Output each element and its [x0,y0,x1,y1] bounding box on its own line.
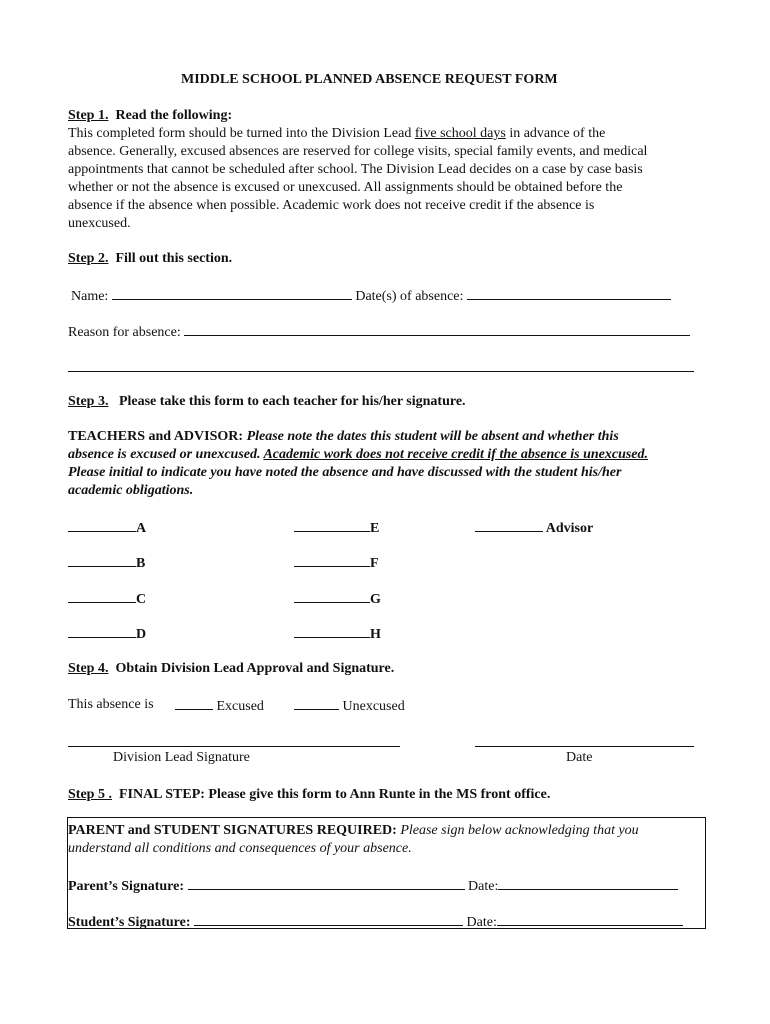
step4-heading: Obtain Division Lead Approval and Signature. [115,661,395,676]
step1-header [68,107,232,125]
step2-label: Step 2. [68,251,109,266]
teacher-f-initial[interactable]: F [294,553,379,573]
student-date-field[interactable] [497,912,683,926]
teacher-d-initial[interactable]: D [68,624,146,644]
reason-row [68,322,690,342]
teacher-a-initial[interactable]: A [68,518,146,538]
teachers-text: academic obligations. [68,483,194,498]
step4-label: Step 4. [68,661,109,676]
step1-heading: Read the following: [115,108,233,123]
form-title: MIDDLE SCHOOL PLANNED ABSENCE REQUEST FORM [181,72,558,87]
five-school-days: five school days [414,126,506,141]
student-date-label: Date: [466,915,497,930]
signatures-required-label: PARENT and STUDENT SIGNATURES REQUIRED: [68,823,397,838]
step5-heading: FINAL STEP: Please give this form to Ann Runte in the MS front office. [118,787,551,802]
excused-option[interactable]: Excused [175,696,264,716]
advisor-initial[interactable]: Advisor [475,518,593,538]
absence-is-label: This absence is [68,697,154,712]
step5-header [68,786,550,804]
step1-line: appointments that cannot be scheduled after school. The Division Lead decides on a case by case basis [68,162,643,177]
parent-signature-row [68,876,678,896]
student-signature-label: Student’s Signature: [68,915,191,930]
name-label: Name: [71,289,109,304]
parent-signature-field[interactable] [188,876,465,890]
division-lead-date-label: Date [566,750,593,765]
parent-date-field[interactable] [498,876,678,890]
parent-box-header [68,822,639,840]
step1-label: Step 1. [68,108,109,123]
dates-label: Date(s) of absence: [355,289,464,304]
unexcused-option[interactable]: Unexcused [294,696,405,716]
step1-line: whether or not the absence is excused or unexcused. All assignments should be obtained before the [68,180,623,195]
parent-date-label: Date: [468,879,499,894]
student-signature-row [68,912,683,932]
step3-heading: Please take this form to each teacher for his/her signature. [118,394,466,409]
step5-label: Step 5 . [68,787,112,802]
name-row [71,286,671,306]
teacher-b-initial[interactable]: B [68,553,145,573]
teacher-e-initial[interactable]: E [294,518,379,538]
reason-field-line2[interactable] [68,371,694,372]
teachers-text: Please note the dates this student will be absent and whether this [243,429,619,444]
reason-label: Reason for absence: [68,325,181,340]
teachers-advisor-label: TEACHERS and ADVISOR: [68,429,244,444]
reason-field[interactable] [184,322,690,336]
teacher-h-initial[interactable]: H [294,624,381,644]
teacher-c-initial[interactable]: C [68,589,146,609]
parent-box-text: Please sign below acknowledging that you [396,823,639,838]
division-lead-signature-line[interactable] [68,746,400,747]
parent-box-text: understand all conditions and consequences of your absence. [68,841,412,856]
teacher-g-initial[interactable]: G [294,589,381,609]
step2-header [68,250,232,268]
teachers-text: Please initial to indicate you have noted the absence and have discussed with the student his/her [68,465,622,480]
step3-label: Step 3. [68,394,109,409]
parent-signature-label: Parent’s Signature: [68,879,185,894]
student-signature-field[interactable] [194,912,463,926]
division-lead-signature-label: Division Lead Signature [113,750,250,765]
step1-paragraph [68,125,708,233]
step2-heading: Fill out this section. [115,251,233,266]
step1-line: unexcused. [68,216,131,231]
step1-text-rest: in advance of the [505,126,606,141]
step1-text: This completed form should be turned into the Division Lead [68,126,415,141]
step3-header [68,393,466,411]
teachers-text: absence is excused or unexcused. [68,447,264,462]
dates-field[interactable] [467,286,671,300]
step4-header [68,660,394,678]
teachers-paragraph [68,428,708,500]
name-field[interactable] [112,286,352,300]
step1-line: absence. Generally, excused absences are reserved for college visits, special family events, and medical [68,144,648,159]
credit-warning: Academic work does not receive credit if the absence is unexcused. [263,447,649,462]
division-lead-date-line[interactable] [475,746,694,747]
step1-line: absence if the absence when possible. Academic work does not receive credit if the absence is [68,198,595,213]
